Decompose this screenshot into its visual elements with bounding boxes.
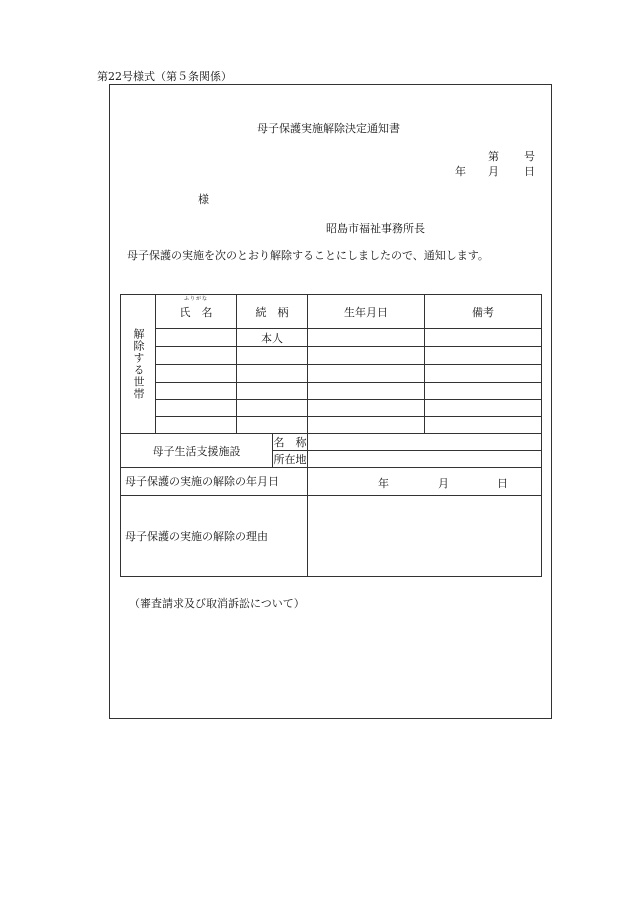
header-name-ruby: ふりがな: [183, 295, 208, 302]
date-month: 月: [488, 165, 499, 178]
release-reason-input[interactable]: [308, 496, 542, 577]
remarks-cell[interactable]: [425, 365, 542, 383]
addressee-suffix: 様: [198, 193, 209, 206]
header-relation: 続 柄: [237, 295, 308, 329]
facility-label: 母子生活支援施設: [121, 434, 273, 468]
header-name: [156, 295, 237, 329]
date-day: 日: [524, 165, 535, 178]
birthdate-cell[interactable]: [308, 329, 425, 347]
relation-cell[interactable]: [237, 400, 308, 417]
table-row: [121, 400, 542, 417]
remarks-cell[interactable]: [425, 347, 542, 365]
date-year: 年: [455, 165, 466, 178]
table-row: [121, 417, 542, 434]
name-cell[interactable]: [156, 400, 237, 417]
household-table: [120, 294, 542, 577]
birthdate-cell[interactable]: [308, 400, 425, 417]
release-date-day: 日: [497, 477, 508, 490]
table-row: [121, 383, 542, 400]
remarks-cell[interactable]: [425, 417, 542, 434]
issuer: 昭島市福祉事務所長: [326, 222, 425, 235]
header-birthdate: 生年月日: [308, 295, 425, 329]
facility-name-input[interactable]: [308, 434, 542, 451]
table-row: [121, 329, 542, 347]
remarks-cell[interactable]: [425, 400, 542, 417]
release-date-label: 母子保護の実施の解除の年月日: [121, 468, 308, 496]
remarks-cell[interactable]: [425, 329, 542, 347]
relation-cell[interactable]: [237, 383, 308, 400]
facility-address-input[interactable]: [308, 451, 542, 468]
document-title: 母子保護実施解除決定通知書: [257, 122, 400, 135]
name-cell[interactable]: [156, 383, 237, 400]
body-text: 母子保護の実施を次のとおり解除することにしましたので、通知します。: [127, 249, 489, 262]
birthdate-cell[interactable]: [308, 365, 425, 383]
doc-no-prefix: 第: [488, 150, 499, 163]
table-row: [121, 347, 542, 365]
relation-cell[interactable]: [237, 347, 308, 365]
name-cell[interactable]: [156, 417, 237, 434]
header-name-label: 氏 名: [179, 305, 213, 319]
release-reason-label: 母子保護の実施の解除の理由: [121, 496, 308, 577]
facility-name-label: 名 称: [273, 434, 308, 451]
remarks-cell[interactable]: [425, 383, 542, 400]
appeal-note: （審査請求及び取消訴訟について）: [129, 597, 305, 610]
relation-cell[interactable]: 本人: [237, 329, 308, 347]
name-cell[interactable]: [156, 347, 237, 365]
header-remarks: 備考: [425, 295, 542, 329]
doc-no-suffix: 号: [524, 150, 535, 163]
name-cell[interactable]: [156, 329, 237, 347]
release-date-month: 月: [438, 477, 449, 490]
form-number: 第22号様式（第５条関係）: [97, 70, 232, 83]
table-row: [121, 365, 542, 383]
name-cell[interactable]: [156, 365, 237, 383]
release-date-year: 年: [378, 477, 389, 490]
birthdate-cell[interactable]: [308, 347, 425, 365]
relation-cell[interactable]: [237, 417, 308, 434]
facility-address-label: 所在地: [273, 451, 308, 468]
household-side-label: 解除する世帯: [121, 295, 156, 434]
birthdate-cell[interactable]: [308, 383, 425, 400]
birthdate-cell[interactable]: [308, 417, 425, 434]
relation-cell[interactable]: [237, 365, 308, 383]
release-date-input[interactable]: [308, 468, 542, 496]
